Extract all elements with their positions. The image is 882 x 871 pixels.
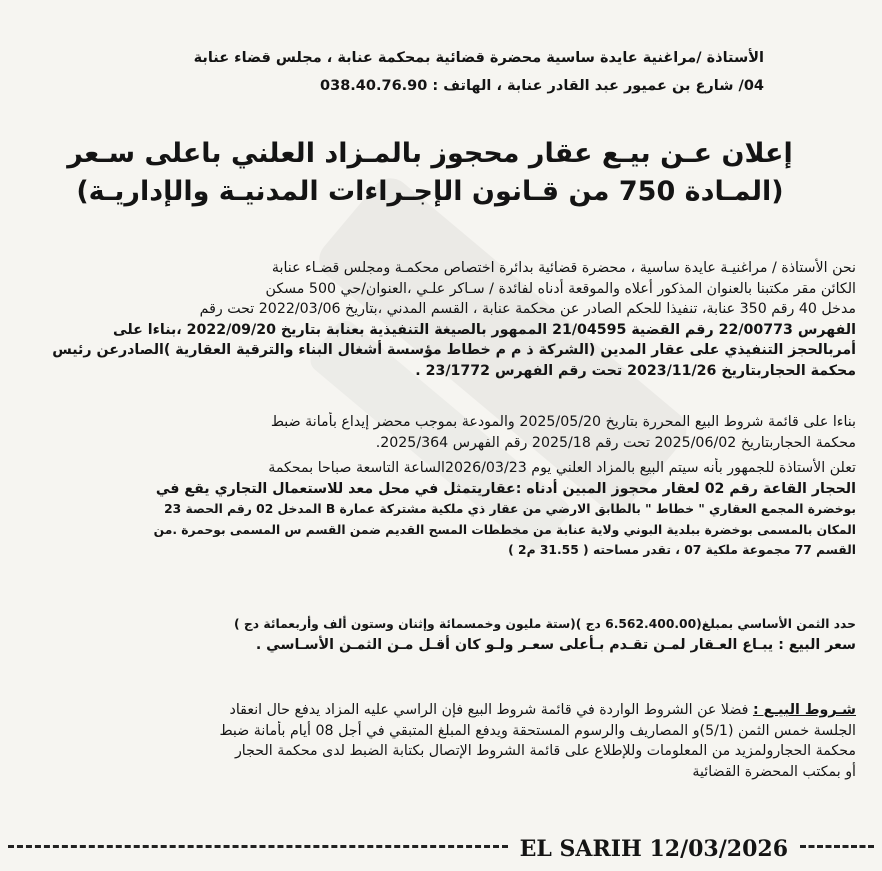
notice-subtitle: (المـادة 750 من قـانون الإجـراءات المدنيـة والإداريـة) <box>76 176 784 207</box>
paragraph-sale-terms <box>28 700 856 782</box>
paragraph-line: الجلسة خمس الثمن (5/1)و المصاريف والرسوم المستحقة ويدفع المبلغ المتبقي في أجل 08 أيام بأمانة ضبط <box>219 722 856 739</box>
paragraph-line: حدد الثمن الأساسي بمبلغ(6.562.400.00 دج )(ستة مليون وخمسمائة وإثنان وستون ألف وأربعمائة دج ) <box>234 617 856 631</box>
paragraph-conditions-list <box>28 412 856 453</box>
paragraph-line: محكمة الحجاربتاريخ 2023/11/26 تحت رقم الفهرس 23/1772 . <box>415 362 856 379</box>
paragraph-line: الكائن مقر مكتبنا بالعنوان المذكور أعلاه والموقعة أدناه لفائدة / سـاكر علـي ،العنوان/حي 500 مسكن <box>265 280 856 297</box>
sale-terms-text: فضلا عن الشروط الواردة في قائمة شروط البيع فإن الراسي عليه المزاد يدفع حال انعقاد <box>229 702 749 718</box>
paragraph-auction-details <box>28 458 856 561</box>
header-line-1: الأستاذة /مراغنية عايدة ساسية محضرة قضائية بمحكمة عنابة ، مجلس قضاء عنابة <box>193 50 764 66</box>
paragraph-line: المكان بالمسمى بوخضرة ببلدية البوني ولاية عنابة من مخططات المسح القديم ضمن القسم س المسمى بوحمرة .من <box>153 522 856 537</box>
paragraph-line: تعلن الأستاذة للجمهور بأنه سيتم البيع بالمزاد العلني يوم 2026/03/23الساعة التاسعة صباحا بمحكمة <box>268 460 856 476</box>
paragraph-line: القسم 77 مجموعة ملكية 07 ، تقدر مساحته ( 31.55 م2 ) <box>508 543 856 558</box>
paragraph-line: الحجار القاعة رقم 02 لعقار محجوز المبين أدناه :عقاريتمثل في محل معد للاستعمال التجاري يقع في <box>155 480 856 497</box>
paragraph-line: الفهرس 22/00773 رقم القضية 21/04595 الممهور بالصيغة التنفيذية بعنابة بتاريخ 2022/09/20 ،بناءا على <box>112 321 856 338</box>
sale-terms-heading: شـروط البيـع : <box>752 702 856 718</box>
notice-title: إعلان عـن بيـع عقار محجوز بالمـزاد العلني باعلى سـعر <box>67 138 793 169</box>
paragraph-line: نحن الأستاذة / مراغنيـة عايدة ساسية ، محضرة قضائية بدائرة اختصاص محكمـة ومجلس قضـاء عنابة <box>271 260 856 276</box>
paragraph-line: سعر البيع : يبـاع العـقار لمـن تقـدم بـأعلى سعـر ولـو كان أقـل مـن الثمـن الأسـاسي . <box>255 636 856 653</box>
paragraph-bailiff-intro <box>28 258 856 382</box>
paragraph-line: محكمة الحجاربتاريخ 2025/06/02 تحت رقم 2025/18 رقم الفهرس 2025/364. <box>375 434 856 451</box>
header-line-2: 04/ شارع بن عميور عبد القادر عنابة ، الهاتف : 038.40.76.90 <box>320 78 764 94</box>
divider-line-left <box>8 845 508 848</box>
paragraph-line: أمربالحجز التنفيذي على عقار المدين (الشركة ذ م م خطاط مؤسسة أشغال البناء والترقية العقارية )الصادرعن رئيس <box>52 342 856 359</box>
publication-stamp: EL SARIH 12/03/2026 <box>514 836 794 862</box>
paragraph-line: بناءا على قائمة شروط البيع المحررة بتاريخ 2025/05/20 والمودعة بموجب محضر إيداع بأمانة ضبط <box>270 414 856 430</box>
paragraph-line: محكمة الحجارولمزيد من المعلومات وللإطلاع على قائمة الشروط الإتصال بكتابة الضبط لدى محكمة الحجار <box>234 743 856 760</box>
paragraph-price <box>28 614 856 655</box>
paragraph-line: مدخل 40 رقم 350 عنابة، تنفيذا للحكم الصادر عن محكمة عنابة ، القسم المدني ،بتاريخ 2022/03/06 تحت رقم <box>199 301 856 318</box>
paragraph-line: أو بمكتب المحضرة القضائية <box>692 763 856 780</box>
paragraph-line: بوخضرة المجمع العقاري " خطاط " بالطابق الارضي من عقار ذي ملكية مشتركة عمارة B المدخل 02 رقم الحصة 23 <box>164 502 856 517</box>
divider-line-right <box>800 845 874 848</box>
paragraph-line <box>28 700 856 721</box>
bailiff-header <box>64 44 764 100</box>
